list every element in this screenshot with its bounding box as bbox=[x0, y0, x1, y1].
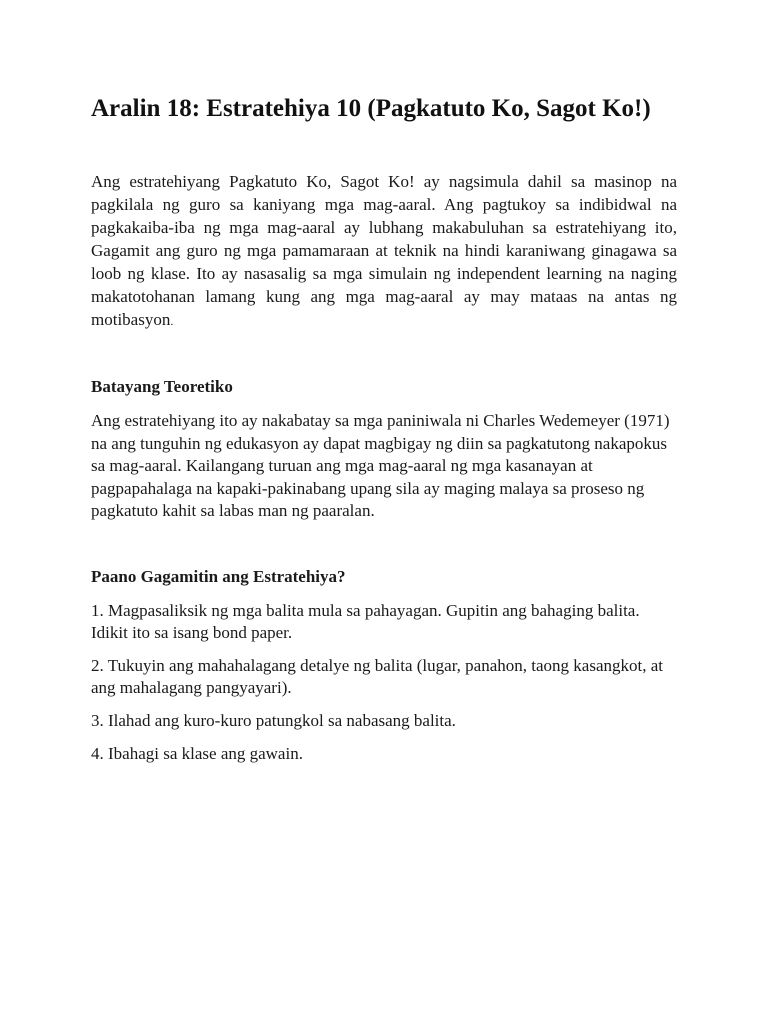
list-item: 3. Ilahad ang kuro-kuro patungkol sa nabasang balita. bbox=[91, 710, 456, 730]
steps-list bbox=[91, 600, 677, 765]
list-item: 4. Ibahagi sa klase ang gawain. bbox=[91, 743, 303, 763]
section-heading-batayang-teoretiko: Batayang Teoretiko bbox=[91, 377, 233, 396]
section-body-batayang-teoretiko: Ang estratehiyang ito ay nakabatay sa mga paniniwala ni Charles Wedemeyer (1971) na ang tunguhin ng edukasyon ay dapat magbigay ng diin sa pagkatutong nakapokus sa mag-aaral. Kailangang turuan ang mga mag-aaral ng mga kasanayan at pagpapahalaga na kapaki-pakinabang upang sila ay maging malaya sa proseso ng pagkatuto kahit sa labas man ng paaralan. bbox=[91, 411, 670, 520]
intro-end: . bbox=[170, 314, 174, 328]
list-item: 2. Tukuyin ang mahahalagang detalye ng balita (lugar, panahon, taong kasangkot, at ang mahalagang pangyayari). bbox=[91, 655, 663, 697]
list-item: 1. Magpasaliksik ng mga balita mula sa pahayagan. Gupitin ang bahaging balita. Idikit ito sa isang bond paper. bbox=[91, 600, 640, 642]
intro-text: Ang estratehiyang Pagkatuto Ko, Sagot Ko! ay nagsimula dahil sa masinop na pagkilala ng guro sa kaniyang mga mag-aaral. Ang pagtukoy sa indibidwal na pagkakaiba-iba ng mga mag-aaral ay lubhang makabuluhan sa estratehiyang ito, Gagamit ang guro ng mga pamamaraan at teknik na hindi karaniwang ginagawa sa loob ng klase. Ito ay nasasalig sa mga simulain ng independent learning na naging makatotohanan lamang kung ang mga mag-aaral ay may mataas na antas ng motibasyon bbox=[91, 172, 677, 329]
page-title: Aralin 18: Estratehiya 10 (Pagkatuto Ko, Sagot Ko!) bbox=[91, 95, 651, 122]
section-heading-paano-gagamitin: Paano Gagamitin ang Estratehiya? bbox=[91, 566, 346, 586]
intro-paragraph bbox=[91, 170, 677, 333]
